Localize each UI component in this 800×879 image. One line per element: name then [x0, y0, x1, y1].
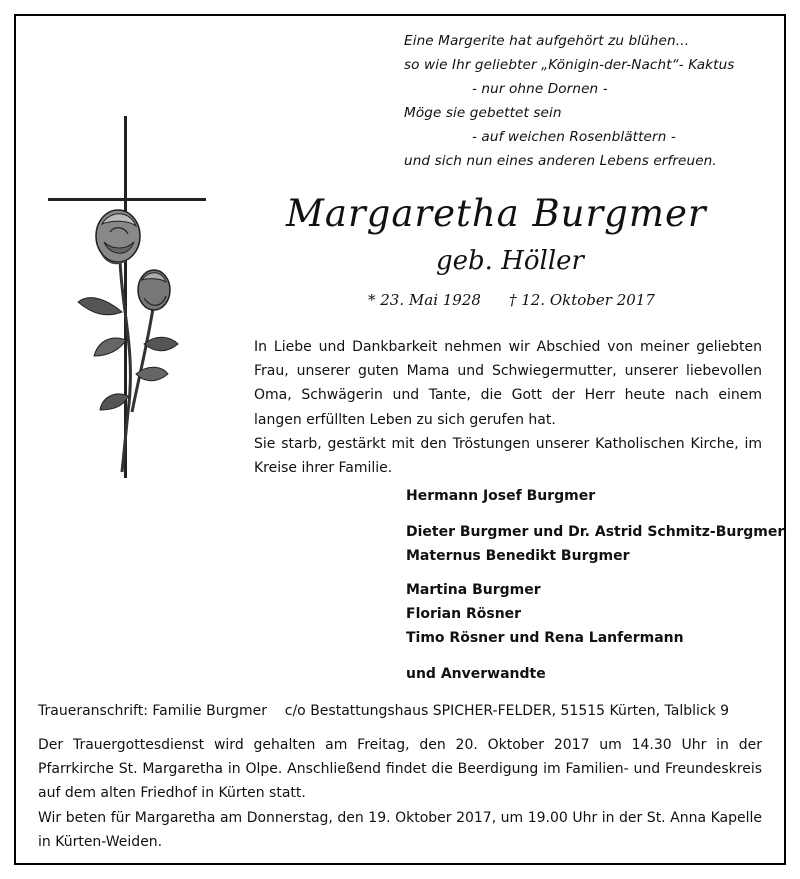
poem-line: Möge sie gebettet sein — [404, 105, 562, 121]
prayer-service-text: Wir beten für Margaretha am Donnerstag, den 19. Oktober 2017, um 19.00 Uhr in der St. Anna Kapelle in Kürten-Weiden. — [38, 810, 762, 850]
mourner: Dieter Burgmer und Dr. Astrid Schmitz-Burgmer — [406, 524, 785, 540]
mourner: Martina Burgmer — [406, 582, 541, 598]
farewell-paragraph: Sie starb, gestärkt mit den Tröstungen unserer Katholischen Kirche, im Kreise ihrer Familie. — [254, 435, 762, 477]
poem — [404, 29, 734, 173]
mourning-address: Traueranschrift: Familie Burgmer c/o Bestattungshaus SPICHER-FELDER, 51515 Kürten, Talblick 9 — [38, 703, 730, 719]
poem-line: Eine Margerite hat aufgehört zu blühen… — [404, 33, 690, 49]
poem-line: - nur ohne Dornen - — [472, 81, 608, 97]
mourner: Timo Rösner und Rena Lanfermann — [406, 630, 684, 646]
farewell-paragraph: In Liebe und Dankbarkeit nehmen wir Abschied von meiner geliebten Frau, unserer guten Mama und Schwiegermutter, unserer liebevollen Oma, Schwägerin und Tante, die Gott der Herr heute nach einem langen erfüllten Leben zu sich gerufen hat. — [254, 339, 762, 428]
maiden-name: geb. Höller — [436, 246, 584, 276]
poem-line: und sich nun eines anderen Lebens erfreuen. — [404, 153, 717, 169]
poem-line: - auf weichen Rosenblättern - — [472, 129, 676, 145]
mourner: Florian Rösner — [406, 606, 522, 622]
farewell-text — [254, 335, 762, 480]
funeral-service — [38, 733, 762, 805]
prayer-service — [38, 806, 762, 854]
cross-with-rose-icon — [44, 112, 210, 482]
birth-date: * 23. Mai 1928 — [368, 291, 481, 309]
mourner: Hermann Josef Burgmer — [406, 488, 596, 504]
death-date: † 12. Oktober 2017 — [508, 291, 655, 309]
mourner: und Anverwandte — [406, 666, 546, 682]
deceased-name: Margaretha Burgmer — [286, 192, 707, 235]
life-dates — [368, 291, 655, 309]
mourner: Maternus Benedikt Burgmer — [406, 548, 630, 564]
poem-line: so wie Ihr geliebter „Königin-der-Nacht“- Kaktus — [404, 57, 735, 73]
funeral-service-text: Der Trauergottesdienst wird gehalten am Freitag, den 20. Oktober 2017 um 14.30 Uhr in der Pfarrkirche St. Margaretha in Olpe. Anschließend findet die Beerdigung im Familien- und Freundeskreis auf dem alten Friedhof in Kürten statt. — [38, 737, 762, 801]
